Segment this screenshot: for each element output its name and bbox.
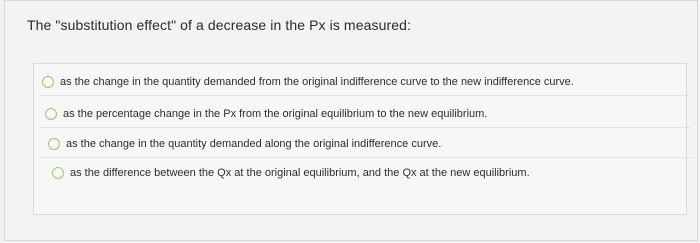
option-1[interactable] xyxy=(34,68,694,96)
option-2[interactable] xyxy=(34,100,697,128)
option-3[interactable] xyxy=(34,130,700,158)
radio-button-option-1[interactable] xyxy=(42,76,54,88)
option-3-label: as the change in the quantity demanded along the original indifference curve. xyxy=(66,138,442,150)
radio-button-option-3[interactable] xyxy=(48,138,60,150)
option-4[interactable] xyxy=(34,159,700,187)
question-text: The "substitution effect" of a decrease in the Px is measured: xyxy=(27,17,411,33)
question-card xyxy=(4,0,698,241)
option-2-label: as the percentage change in the Px from the original equilibrium to the new equilibrium. xyxy=(63,108,488,120)
option-4-label: as the difference between the Qx at the original equilibrium, and the Qx at the new equilibrium. xyxy=(70,167,530,179)
radio-button-option-2[interactable] xyxy=(45,108,57,120)
options-panel xyxy=(33,63,687,215)
option-1-label: as the change in the quantity demanded from the original indifference curve to the new indifference curve. xyxy=(60,76,574,88)
radio-button-option-4[interactable] xyxy=(52,167,64,179)
